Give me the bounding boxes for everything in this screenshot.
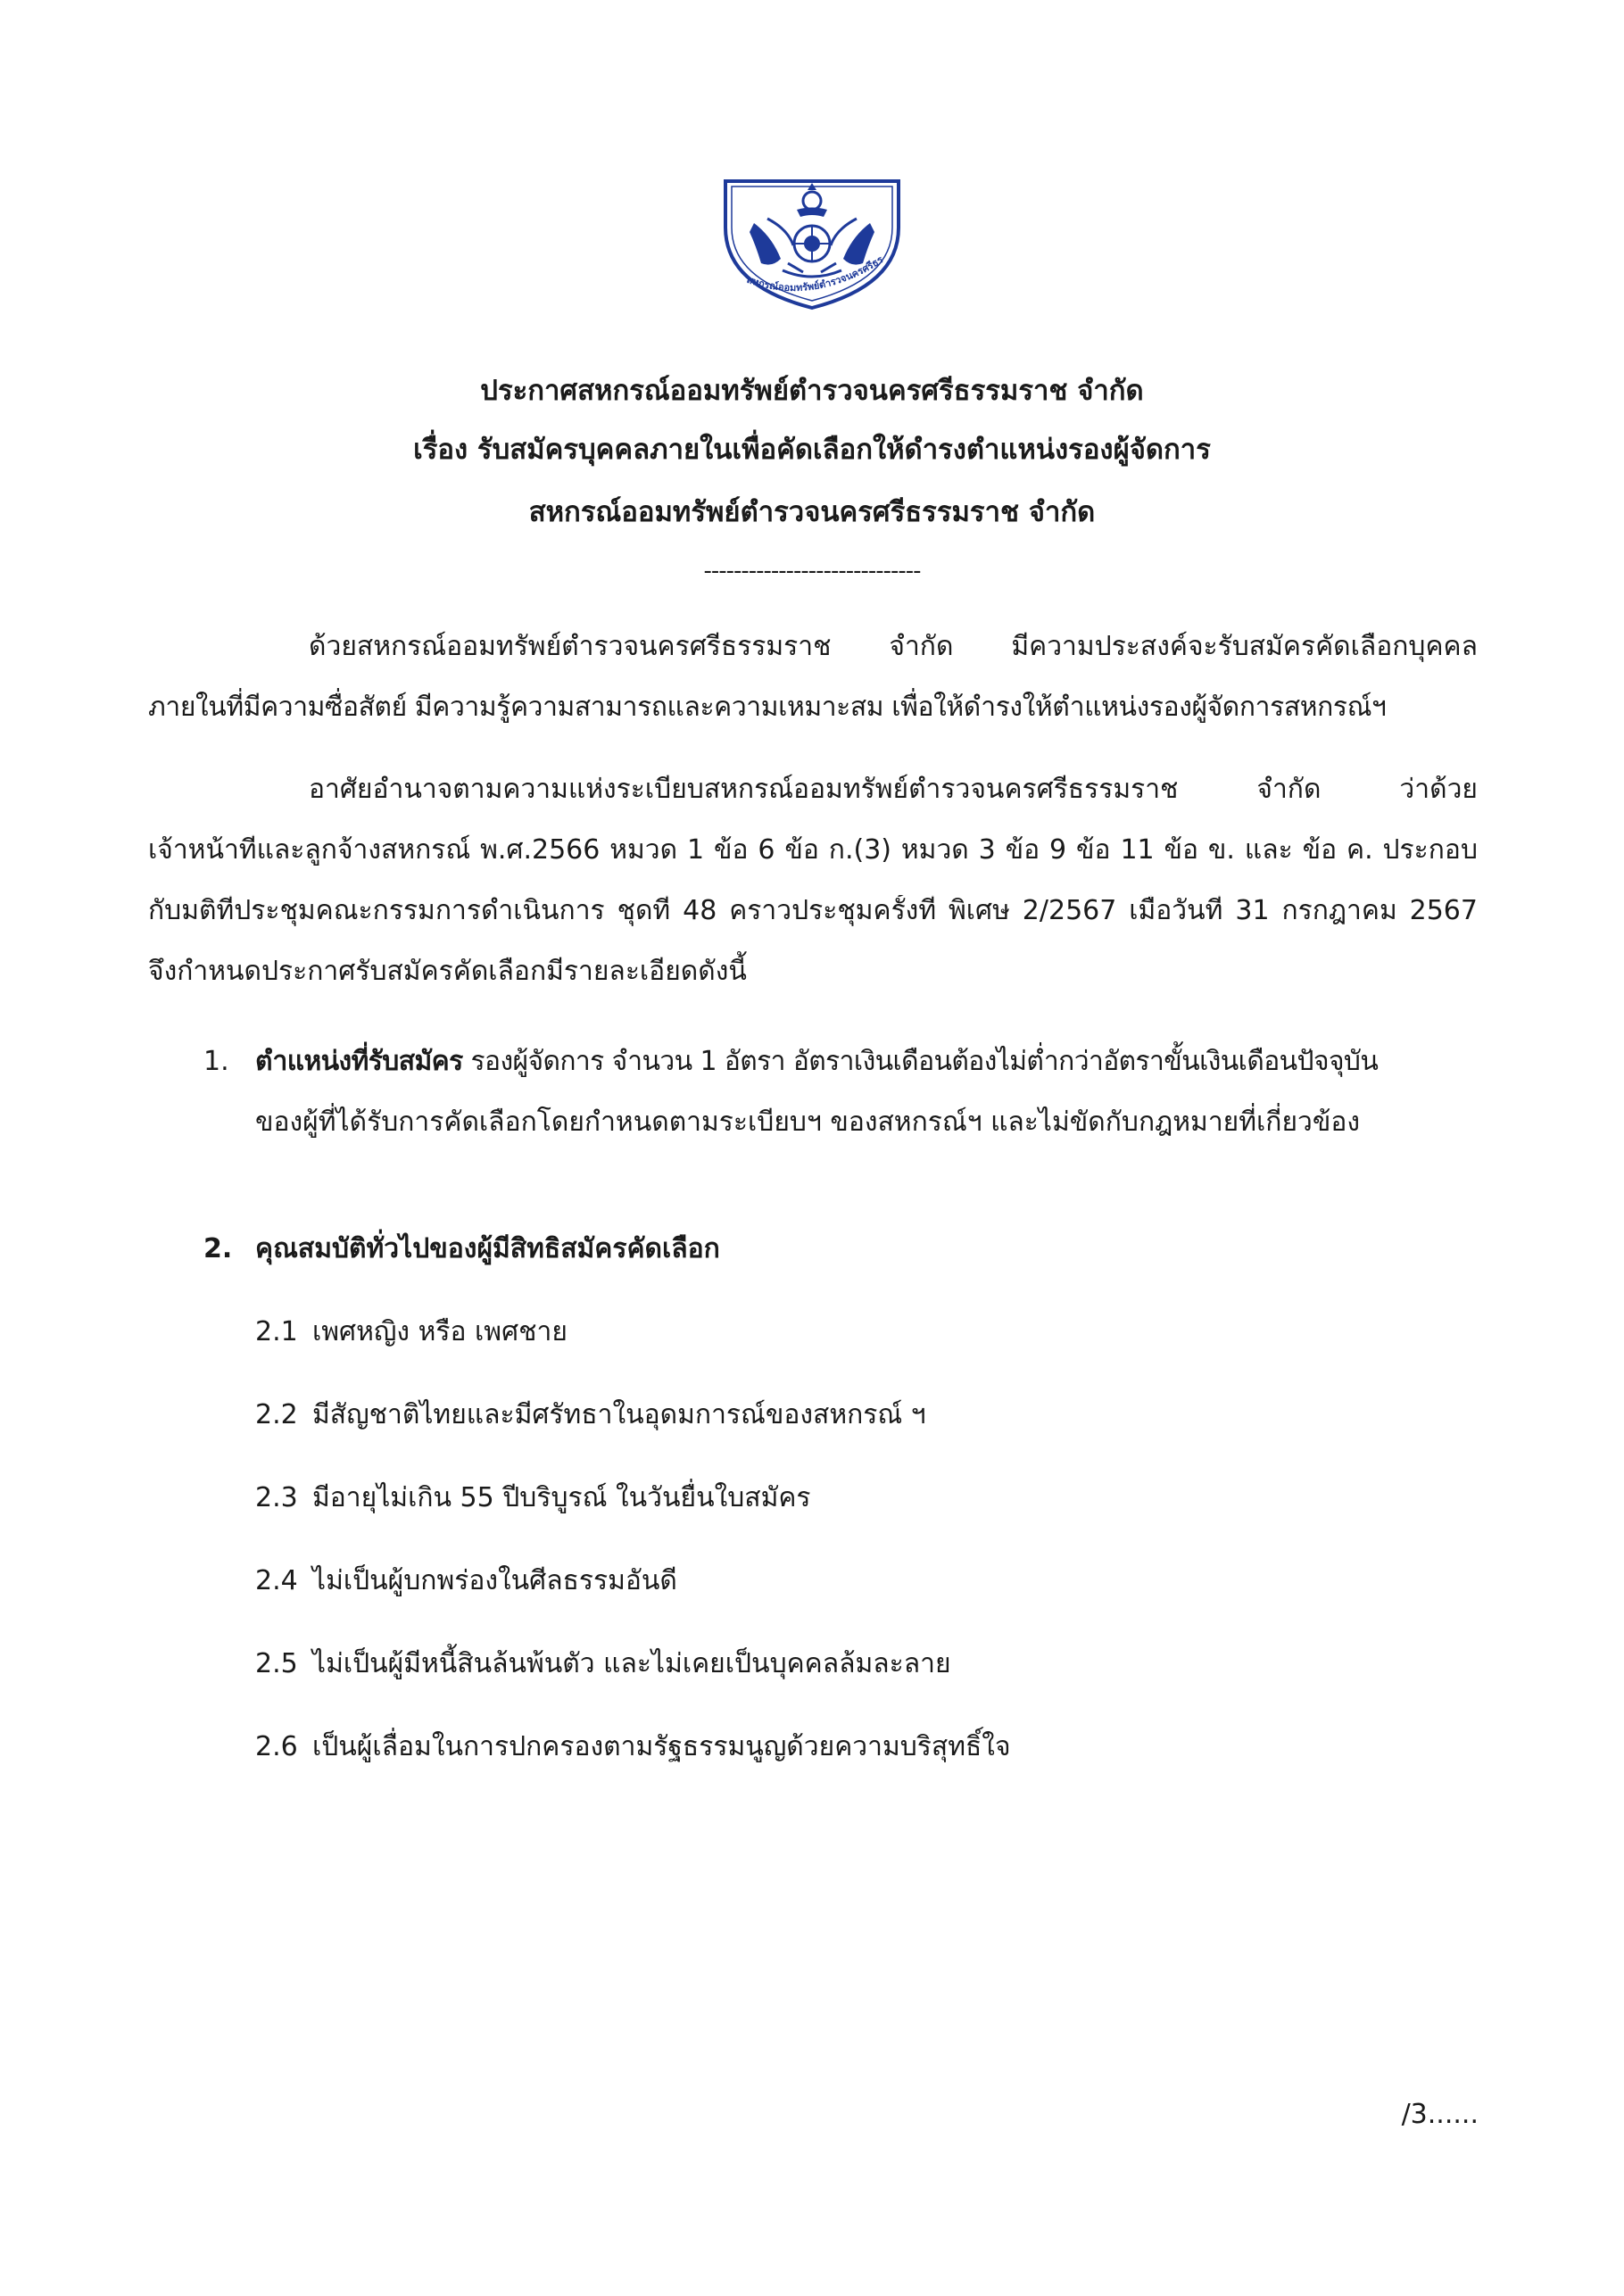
- intro-p1-line2: ภายในที่มีความซื่อสัตย์ มีความรู้ความสามารถและความเหมาะสม เพื่อให้ดำรงให้ตำแหน่งรองผู้จัดการสหกรณ์ฯ: [148, 692, 1387, 723]
- list-item-text: ไม่เป็นผู้มีหนี้สินล้นพ้นตัว และไม่เคยเป็นบุคคลล้มละลาย: [312, 1648, 951, 1679]
- announcement-subject: เรื่อง รับสมัครบุคคลภายในเพื่อคัดเลือกให้ดำรงตำแหน่งรองผู้จัดการ: [413, 434, 1211, 466]
- list-item-number: 2.3: [255, 1482, 298, 1513]
- list-item: [255, 1316, 568, 1348]
- intro-p2-line2: เจ้าหน้าที่และลูกจ้างสหกรณ์ พ.ศ.2566 หมวด 1 ข้อ 6 ข้อ ก.(3) หมวด 3 ข้อ 9 ข้อ 11 ข้อ ข. และ ข้อ ค. ประกอบ: [148, 834, 1478, 866]
- section2-number: 2.: [203, 1233, 233, 1264]
- list-item: [255, 1565, 677, 1597]
- intro-p2-line4: จึงกำหนดประกาศรับสมัครคัดเลือกมีรายละเอียดดังนี้: [148, 956, 747, 987]
- list-item-number: 2.5: [255, 1648, 298, 1679]
- list-item-text: มีสัญชาติไทยและมีศรัทธาในอุดมการณ์ของสหกรณ์ ฯ: [312, 1399, 926, 1430]
- list-item-text: ไม่เป็นผู้บกพร่องในศีลธรรมอันดี: [312, 1565, 677, 1596]
- intro-p2-line1: อาศัยอำนาจตามความแห่งระเบียบสหกรณ์ออมทรัพย์ตำรวจนครศรีธรรมราช จำกัด ว่าด้วย: [309, 774, 1478, 805]
- list-item-number: 2.4: [255, 1565, 298, 1596]
- list-item: [255, 1648, 951, 1680]
- list-item: [255, 1399, 926, 1431]
- logo-text: สหกรณ์ออมทรัพย์ตำรวจนครศรีธร: [745, 253, 886, 294]
- cooperative-emblem-icon: [718, 174, 906, 312]
- section1-line2: ของผู้ที่ได้รับการคัดเลือกโดยกำหนดตามระเบียบฯ ของสหกรณ์ฯ และไม่ขัดกับกฎหมายที่เกี่ยวข้อง: [255, 1107, 1361, 1138]
- list-item-number: 2.6: [255, 1731, 298, 1762]
- intro-p2-line3: กับมติที่ประชุมคณะกรรมการดำเนินการ ชุดที่ 48 คราวประชุมครั้งที่ พิเศษ 2/2567 เมื่อวันที่ 31 กรกฎาคม 2567: [148, 895, 1478, 926]
- list-item: [255, 1482, 811, 1514]
- list-item-number: 2.1: [255, 1316, 298, 1347]
- header-divider: -----------------------------: [703, 558, 921, 584]
- announcement-organization: สหกรณ์ออมทรัพย์ตำรวจนครศรีธรรมราช จำกัด: [528, 496, 1096, 528]
- section1-title: ตำแหน่งที่รับสมัคร: [255, 1046, 463, 1077]
- intro-p1-line1: ด้วยสหกรณ์ออมทรัพย์ตำรวจนครศรีธรรมราช จำกัด มีความประสงค์จะรับสมัครคัดเลือกบุคคล: [309, 631, 1478, 662]
- list-item-text: เป็นผู้เลื่อมในการปกครองตามรัฐธรรมนูญด้วยความบริสุทธิ์ใจ: [312, 1731, 1011, 1762]
- announcement-title: ประกาศสหกรณ์ออมทรัพย์ตำรวจนครศรีธรรมราช จำกัด: [480, 375, 1144, 407]
- next-page-marker: /3......: [1401, 2099, 1479, 2130]
- list-item-number: 2.2: [255, 1399, 298, 1430]
- section2-title: คุณสมบัติทั่วไปของผู้มีสิทธิสมัครคัดเลือก: [255, 1233, 720, 1264]
- section1-number: 1.: [203, 1046, 229, 1077]
- list-item: [255, 1731, 1011, 1763]
- section1-line1: [255, 1046, 1478, 1078]
- section1-line1-text: รองผู้จัดการ จำนวน 1 อัตรา อัตราเงินเดือนต้องไม่ต่ำกว่าอัตราขั้นเงินเดือนปัจจุบัน: [462, 1046, 1379, 1077]
- list-item-text: มีอายุไม่เกิน 55 ปีบริบูรณ์ ในวันยื่นใบสมัคร: [312, 1482, 811, 1513]
- list-item-text: เพศหญิง หรือ เพศชาย: [312, 1316, 568, 1347]
